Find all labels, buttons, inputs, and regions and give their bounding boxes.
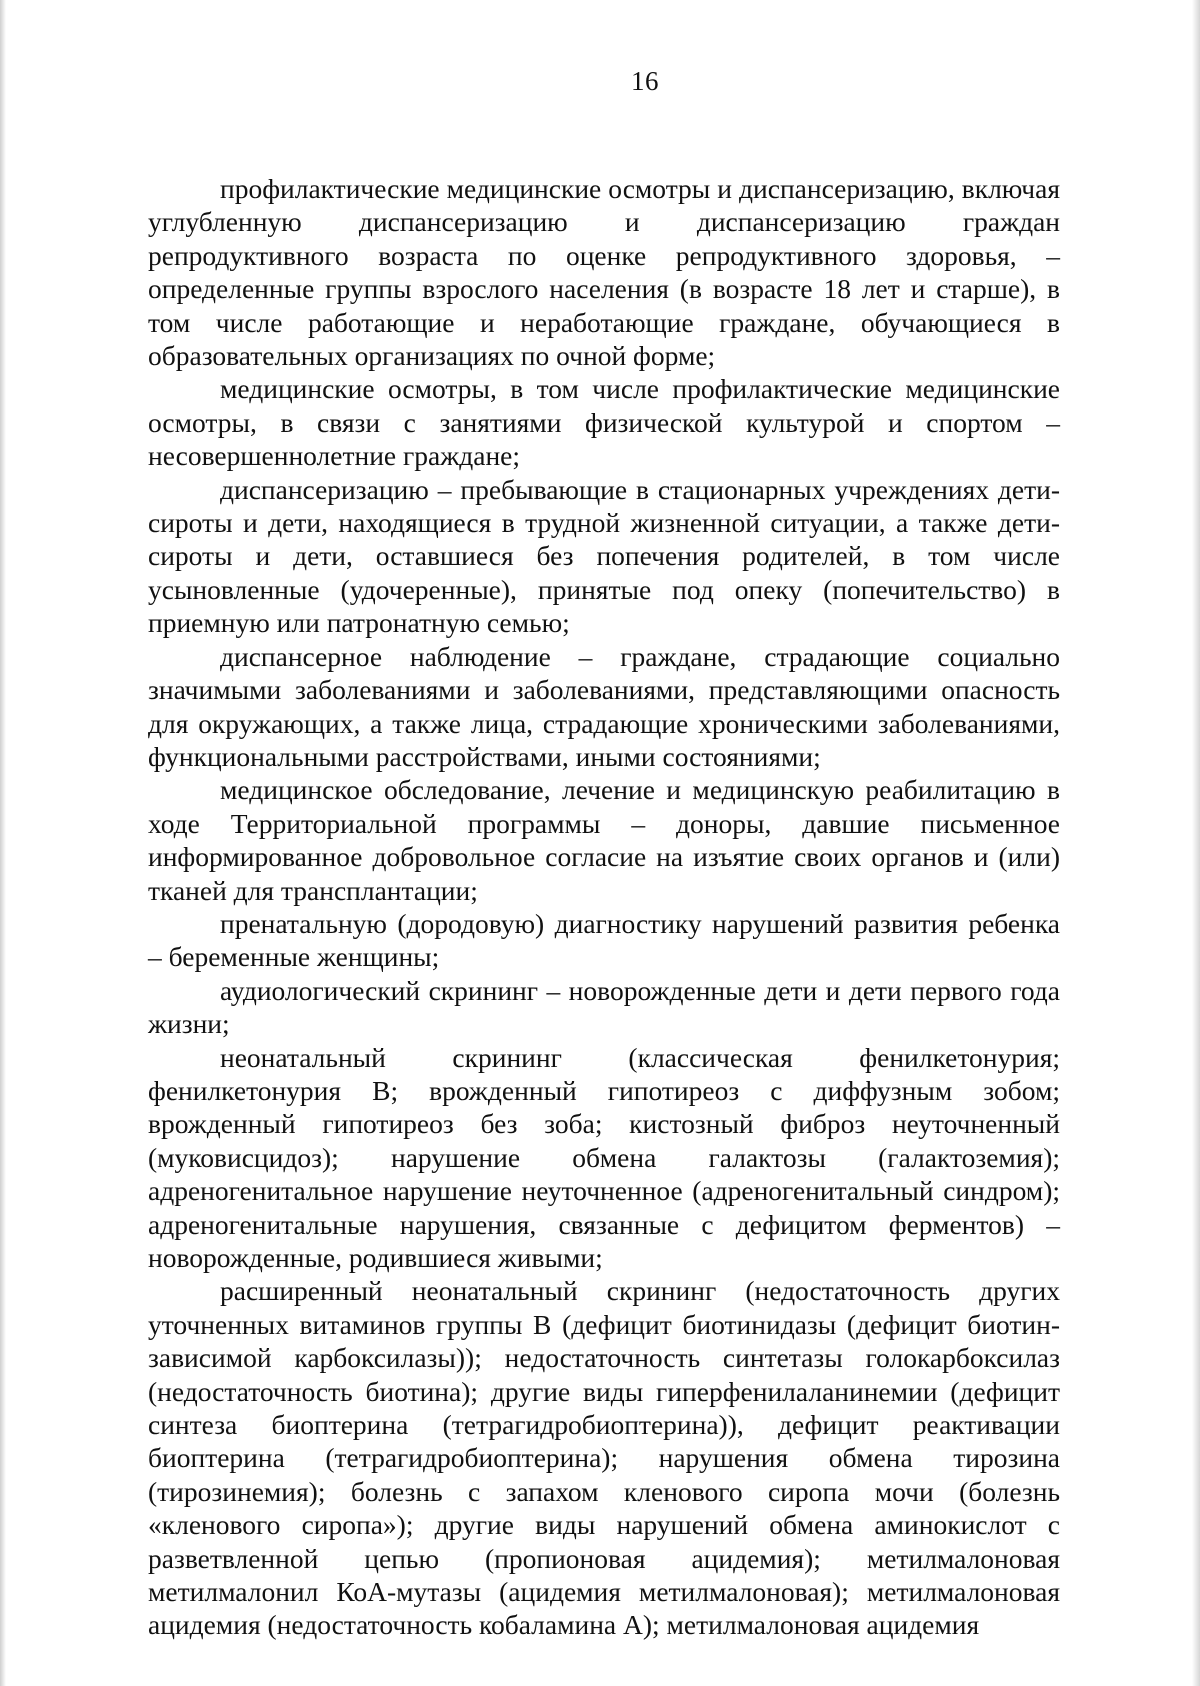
paragraph-orphan-dispensarization: диспансеризацию – пребывающие в стационарных учреждениях дети-сироты и дети, находящиеся в трудной жизненной ситуации, а также дети-сироты и дети, оставшиеся без попечения родителей, в том числе усыновленные (удочеренные), принятые под опеку (попечительство) в приемную или патронатную семью; <box>148 473 1060 639</box>
document-body <box>148 172 1060 1642</box>
paragraph-prenatal-diagnostics: пренатальную (дородовую) диагностику нарушений развития ребенка – беременные женщины; <box>148 907 1060 973</box>
paragraph-preventive-exams: профилактические медицинские осмотры и диспансеризацию, включая углубленную диспансеризацию и диспансеризацию граждан репродуктивного возраста по оценке репродуктивного здоровья, – определенные группы взрослого населения (в возрасте 18 лет и старше), в том числе работающие и неработающие граждане, обучающиеся в образовательных организациях по очной форме; <box>148 173 1060 372</box>
paragraph-extended-neonatal-screening: расширенный неонатальный скрининг (недостаточность других уточненных витаминов группы B (дефицит биотинидазы (дефицит биотин-зависимой карбоксилазы)); недостаточность синтетазы голокарбоксилаз (недостаточность биотина); другие виды гиперфенилаланинемии (дефицит синтеза биоптерина (тетрагидробиоптерина)), дефицит реактивации биоптерина (тетрагидробиоптерина); нарушения обмена тирозина (тирозинемия); болезнь с запахом кленового сиропа мочи (болезнь «кленового сиропа»); другие виды нарушений обмена аминокислот с разветвленной цепью (пропионовая ацидемия); метилмалоновая метилмалонил КоА-мутазы (ацидемия метилмалоновая); метилмалоновая ацидемия (недостаточность кобаламина А); метилмалоновая ацидемия <box>148 1275 1060 1641</box>
paragraph-donors: медицинское обследование, лечение и медицинскую реабилитацию в ходе Территориальной программы – доноры, давшие письменное информированное добровольное согласие на изъятие своих органов и (или) тканей для трансплантации; <box>148 774 1060 906</box>
paragraph-audiology-screening: аудиологический скрининг – новорожденные дети и дети первого года жизни; <box>148 974 1060 1040</box>
paragraph-dispensary-observation: диспансерное наблюдение – граждане, страдающие социально значимыми заболеваниями и заболеваниями, представляющими опасность для окружающих, а также лица, страдающие хроническими заболеваниями, функциональными расстройствами, иными состояниями; <box>148 640 1060 772</box>
paragraph-medical-exams-sport: медицинские осмотры, в том числе профилактические медицинские осмотры, в связи с занятиями физической культурой и спортом – несовершеннолетние граждане; <box>148 373 1060 472</box>
paragraph-neonatal-screening: неонатальный скрининг (классическая фенилкетонурия; фенилкетонурия B; врожденный гипотиреоз с диффузным зобом; врожденный гипотиреоз без зоба; кистозный фиброз неуточненный (муковисцидоз); нарушение обмена галактозы (галактоземия); адреногенитальное нарушение неуточненное (адреногенитальный синдром); адреногенитальные нарушения, связанные с дефицитом ферментов) – новорожденные, родившиеся живыми; <box>148 1041 1060 1273</box>
scan-edge-right <box>1192 0 1200 1686</box>
page-number: 16 <box>631 66 659 96</box>
scan-edge-left <box>0 0 6 1686</box>
